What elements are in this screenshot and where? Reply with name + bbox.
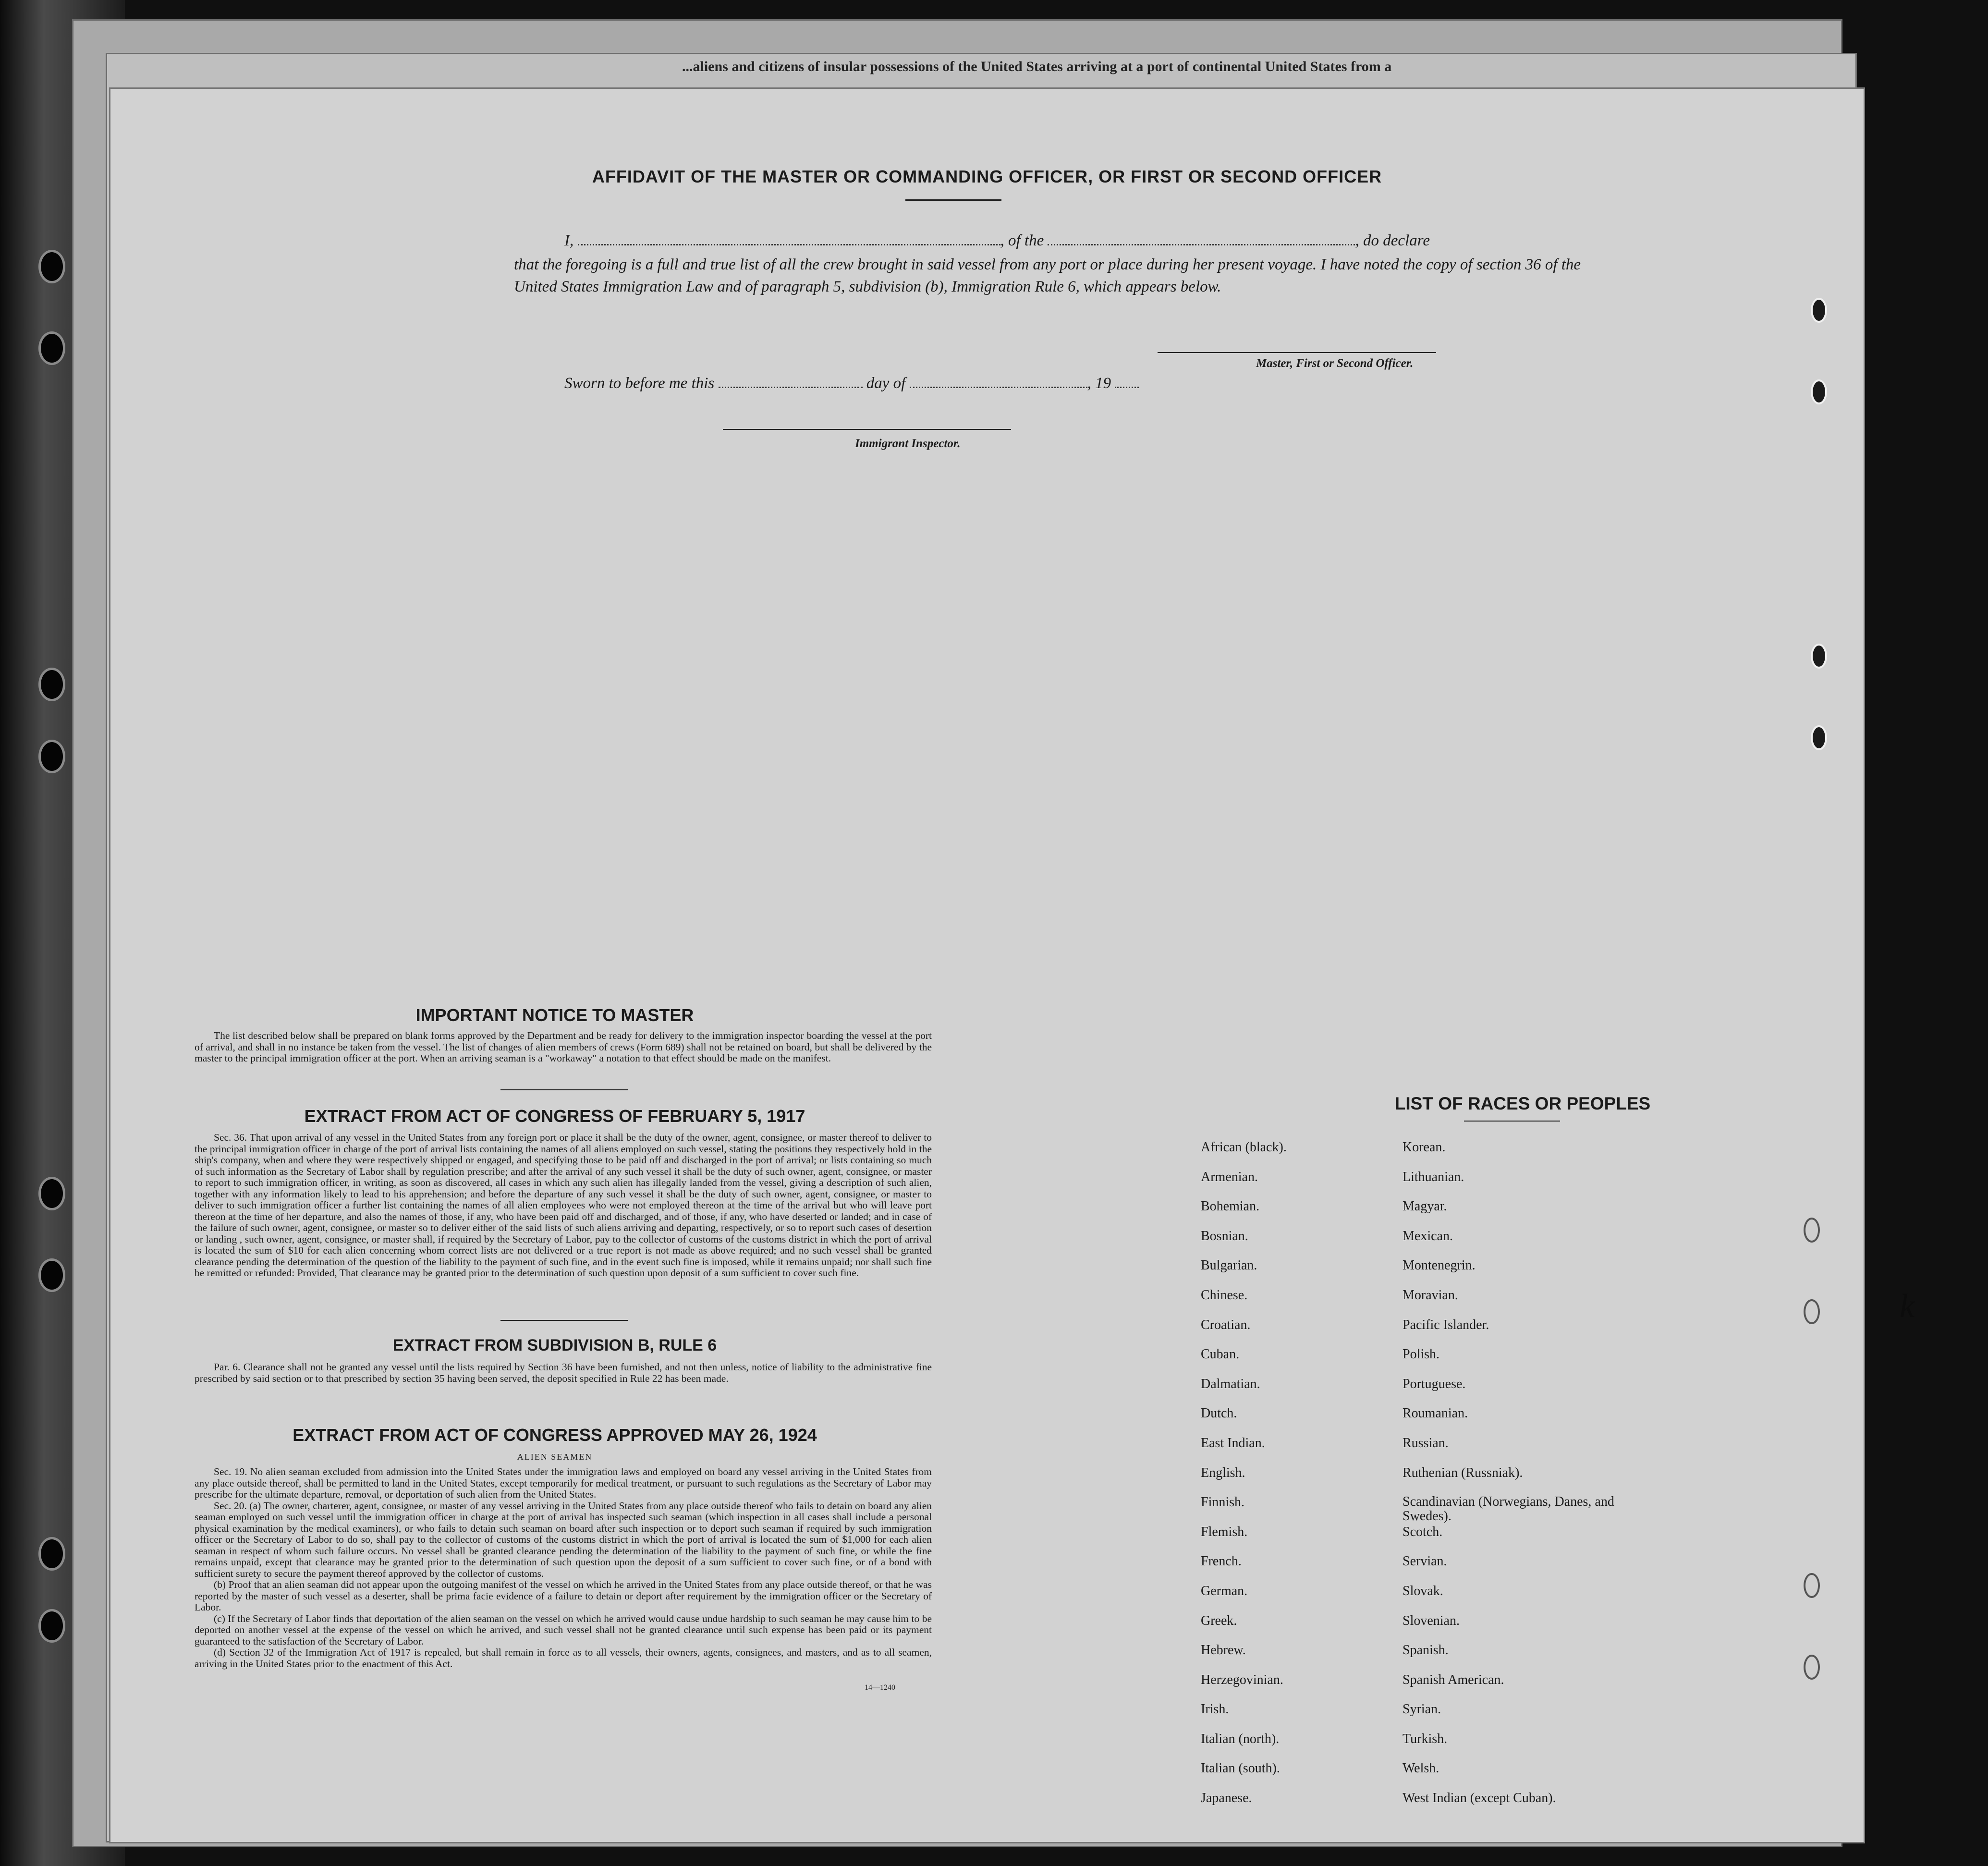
- race-item: Moravian.: [1403, 1287, 1458, 1303]
- officer-label: Master, First or Second Officer.: [1256, 357, 1414, 370]
- month-blank: [910, 375, 1087, 388]
- binder-hole: [38, 331, 65, 365]
- extract-rule6-text: Par. 6. Clearance shall not be granted any vessel until the lists required by Section 36 have been furnished, and not then unless, notice of liability to the administrative fine prescribed by said section or to that prescribed by section 35 having been served, the deposit specified in Rule 22 has been made.: [195, 1361, 932, 1384]
- inspector-label: Immigrant Inspector.: [855, 437, 961, 450]
- binder-hole: [38, 668, 65, 701]
- race-item: Slovak.: [1403, 1583, 1443, 1598]
- race-item: Chinese.: [1201, 1287, 1248, 1303]
- race-item: East Indian.: [1201, 1435, 1265, 1451]
- race-item: Scandinavian (Norwegians, Danes, and Swedes).: [1403, 1494, 1614, 1524]
- punch-hole: [1811, 725, 1827, 750]
- officer-signature-line: [1158, 352, 1436, 353]
- title-rule: [905, 199, 1001, 201]
- notice-text: The list described below shall be prepared on blank forms approved by the Department and be ready for delivery to the immigration inspector boarding the vessel at the port of arrival, and shall in no instance be taken from the vessel. The list of changes of alien members of crews (Form 689) shall not be retained on board, but shall be delivered by the master to the principal immigration officer at the port. When an arriving seaman is a "workaway" a notation to that effect should be made on the manifest.: [195, 1030, 932, 1064]
- punch-hole: [1811, 298, 1827, 323]
- paragraph: Sec. 19. No alien seaman excluded from admission into the United States under the immigration laws and employed on board any vessel arriving in the United States from any place outside thereof, shall be permitted to land in the United States, except temporarily for medical treatment, or pursuant to such regulations as the Secretary of Labor may prescribe for the ultimate departure, removal, or deportation of such alien from the United States.: [195, 1466, 932, 1500]
- binder-hole: [38, 740, 65, 773]
- punch-hole: [1804, 1299, 1820, 1324]
- paragraph: (d) Section 32 of the Immigration Act of 1917 is repealed, but shall remain in force as to all vessels, their owners, agents, consignees, and masters, and as to all seamen, arriving in the United States prior to the enactment of this Act.: [195, 1646, 932, 1670]
- race-item: West Indian (except Cuban).: [1403, 1791, 1556, 1806]
- race-item: Finnish.: [1201, 1495, 1245, 1510]
- race-item: English.: [1201, 1465, 1245, 1480]
- extract-1924-title: EXTRACT FROM ACT OF CONGRESS APPROVED MAY 26, 1924: [293, 1425, 817, 1445]
- race-item: Irish.: [1201, 1702, 1229, 1717]
- race-item: Bohemian.: [1201, 1199, 1260, 1214]
- race-item: Flemish.: [1201, 1524, 1248, 1539]
- race-item: Mexican.: [1403, 1228, 1453, 1244]
- race-item: Japanese.: [1201, 1791, 1252, 1806]
- race-item: Spanish.: [1403, 1643, 1449, 1658]
- race-item: Dalmatian.: [1201, 1376, 1260, 1391]
- paragraph: Sec. 20. (a) The owner, charterer, agent, consignee, or master of any vessel arriving in the United States from any place outside thereof who fails to detain on board any alien seaman employed on such vessel until the immigration officer in charge at the port of arrival has inspected such seaman (which inspection in all cases shall include a personal physical examination by the medical examiners), or who fails to detain such seaman on board after such inspection or to deport such seaman if required by such immigration officer or the Secretary of Labor to do so, shall pay to the collector of customs of the customs district in which the port of arrival is located the sum of $1,000 for each alien seaman in respect of whom such failure occurs. No vessel shall be granted clearance pending the determination of the liability to the payment of such fine, or while the fine remains unpaid, except that clearance may be granted prior to the determination of such question upon the deposit of a sum sufficient to cover such fine, or of a bond with sufficient surety to secure the payment thereof approved by the collector of customs.: [195, 1500, 932, 1579]
- punch-hole: [1804, 1218, 1820, 1243]
- races-left-column: [1201, 1140, 1287, 1820]
- race-item: Pacific Islander.: [1403, 1317, 1489, 1332]
- affidavit-declare: , do declare: [1355, 232, 1430, 249]
- race-item: Hebrew.: [1201, 1643, 1246, 1658]
- vessel-blank: [1048, 232, 1355, 245]
- race-item: Portuguese.: [1403, 1376, 1466, 1391]
- race-item: Cuban.: [1201, 1347, 1240, 1362]
- day-of-text: day of: [866, 375, 906, 392]
- section-rule: [500, 1089, 628, 1090]
- binder-hole: [38, 1609, 65, 1643]
- paragraph: (b) Proof that an alien seaman did not appear upon the outgoing manifest of the vessel on which he arrived in the United States from any place outside thereof, or that he was reported by the master of such vessel as a deserter, shall be prima facie evidence of a failure to detain or deport after requirement by the immigration officer or the Secretary of Labor.: [195, 1579, 932, 1613]
- races-title: LIST OF RACES OR PEOPLES: [1394, 1094, 1651, 1113]
- extract-1917-text: Sec. 36. That upon arrival of any vessel in the United States from any foreign port or place it shall be the duty of the owner, agent, consignee, or master thereof to deliver to the principal immigration officer in charge of the port of arrival lists containing the names of all aliens employed on such vessel, stating the positions they respectively hold in the ship's company, when and where they were respectively shipped or engaged, and specifying those to be paid off and discharged in the port of arrival; or lists containing so much of such information as the Secretary of Labor shall by regulation prescribe; and after the arrival of any such vessel it shall be the duty of such owner, agent, consignee, or master to report to such immigration officer, in writing, as soon as discovered, all cases in which any such alien has illegally landed from the vessel, giving a description of such alien, together with any information likely to lead to his apprehension; and before the departure of any such vessel it shall be the duty of such owner, agent, consignee, or master to deliver to such immigration officer a further list containing the names of all alien employees who were not employed thereon at the time of the arrival but who will leave port thereon at the time of her departure, and also the names of those, if any, who have been paid off and discharged, and of those, if any, who have deserted or landed; and in case of the failure of such owner, agent, consignee, or master so to deliver either of the said lists of such aliens arriving and departing, respectively, or so to report such cases of desertion or landing , such owner, agent, consignee, or master shall, if required by the Secretary of Labor, pay to the collector of customs of the customs district in which the port of arrival is located the sum of $10 for each alien concerning whom correct lists are not delivered or a true report is not made as above required; and no such vessel shall be granted clearance pending the determination of the question of the liability to the payment of such fine, and in the event such fine is imposed, while it remains unpaid; nor shall such fine be remitted or refunded: Provided, That clearance may be granted prior to the determination of such question upon deposit of a sum sufficient to cover such fine.: [195, 1132, 932, 1279]
- race-item: German.: [1201, 1583, 1248, 1598]
- day-blank: [719, 375, 863, 388]
- race-item: Slovenian.: [1403, 1613, 1460, 1628]
- form-number: 14—1240: [865, 1683, 895, 1692]
- punch-hole: [1804, 1655, 1820, 1680]
- race-item: Greek.: [1201, 1613, 1237, 1628]
- punch-hole: [1811, 379, 1827, 404]
- affidavit-i: I,: [564, 232, 574, 249]
- race-item: Spanish American.: [1403, 1672, 1504, 1687]
- race-item: Montenegrin.: [1403, 1258, 1476, 1273]
- race-item: Korean.: [1403, 1140, 1446, 1155]
- affidavit-of-the: , of the: [1000, 232, 1044, 249]
- race-item: Polish.: [1403, 1347, 1440, 1362]
- race-item: Croatian.: [1201, 1317, 1251, 1332]
- binder-hole: [38, 1258, 65, 1292]
- punch-hole: [1804, 1573, 1820, 1598]
- race-item: Roumanian.: [1403, 1406, 1468, 1421]
- alien-seamen-subtitle: ALIEN SEAMEN: [517, 1452, 593, 1462]
- paragraph: (c) If the Secretary of Labor finds that deportation of the alien seaman on the vessel on which he arrived would cause undue hardship to such seaman he may cause him to be deported on another vessel at the expense of the vessel on which he arrived, and such vessel shall not be granted clearance until such expense has been paid or its payment guaranteed to the satisfaction of the Secretary of Labor.: [195, 1612, 932, 1647]
- document-page: [110, 89, 1864, 1842]
- binder-hole: [38, 250, 65, 283]
- race-item: Magyar.: [1403, 1199, 1447, 1214]
- sworn-line: [564, 375, 1139, 392]
- section-rule: [500, 1320, 628, 1321]
- race-item: Servian.: [1403, 1554, 1447, 1569]
- race-item: Italian (south).: [1201, 1761, 1280, 1776]
- race-item: French.: [1201, 1554, 1242, 1569]
- binder-hole: [38, 1537, 65, 1571]
- punch-hole: [1811, 644, 1827, 669]
- binder-hole: [38, 1177, 65, 1210]
- race-item: Italian (north).: [1201, 1731, 1280, 1746]
- race-item: Armenian.: [1201, 1169, 1258, 1184]
- affidavit-declaration-line: [564, 232, 1430, 250]
- race-item: Scotch.: [1403, 1524, 1443, 1539]
- sworn-text: Sworn to before me this: [564, 375, 715, 392]
- name-blank: [578, 232, 1000, 245]
- affidavit-body: that the foregoing is a full and true list of all the crew brought in said vessel from any port or place during her present voyage. I have noted the copy of section 36 of the United States Immigration Law and of paragraph 5, subdivision (b), Immigration Rule 6, which appears below.: [514, 256, 1581, 295]
- race-item: Welsh.: [1403, 1761, 1439, 1776]
- race-item: African (black).: [1201, 1140, 1287, 1155]
- margin-handwriting: k: [1900, 1288, 1915, 1325]
- race-item: Bulgarian.: [1201, 1258, 1257, 1273]
- race-item: Herzegovinian.: [1201, 1672, 1283, 1687]
- extract-1917-title: EXTRACT FROM ACT OF CONGRESS OF FEBRUARY 5, 1917: [304, 1106, 805, 1126]
- race-item: Dutch.: [1201, 1406, 1237, 1421]
- extract-rule6-title: EXTRACT FROM SUBDIVISION B, RULE 6: [392, 1336, 717, 1354]
- race-item: Turkish.: [1403, 1731, 1448, 1746]
- race-item: Russian.: [1403, 1435, 1449, 1451]
- year-blank: [1115, 375, 1139, 388]
- affidavit-title: AFFIDAVIT OF THE MASTER OR COMMANDING OFFICER, OR FIRST OR SECOND OFFICER: [592, 167, 1382, 186]
- inspector-signature-line: [723, 429, 1011, 430]
- extract-1924-text: [195, 1466, 932, 1670]
- notice-title: IMPORTANT NOTICE TO MASTER: [415, 1005, 694, 1025]
- back-sheet-heading: ...aliens and citizens of insular possessions of the United States arriving at a port of continental United States from a: [682, 59, 1392, 74]
- year-text: , 19: [1087, 375, 1111, 392]
- race-item: Bosnian.: [1201, 1228, 1248, 1244]
- races-rule: [1464, 1121, 1560, 1122]
- races-right-column: [1403, 1140, 1652, 1820]
- race-item: Ruthenian (Russniak).: [1403, 1465, 1523, 1480]
- race-item: Lithuanian.: [1403, 1169, 1464, 1184]
- race-item: Syrian.: [1403, 1702, 1441, 1717]
